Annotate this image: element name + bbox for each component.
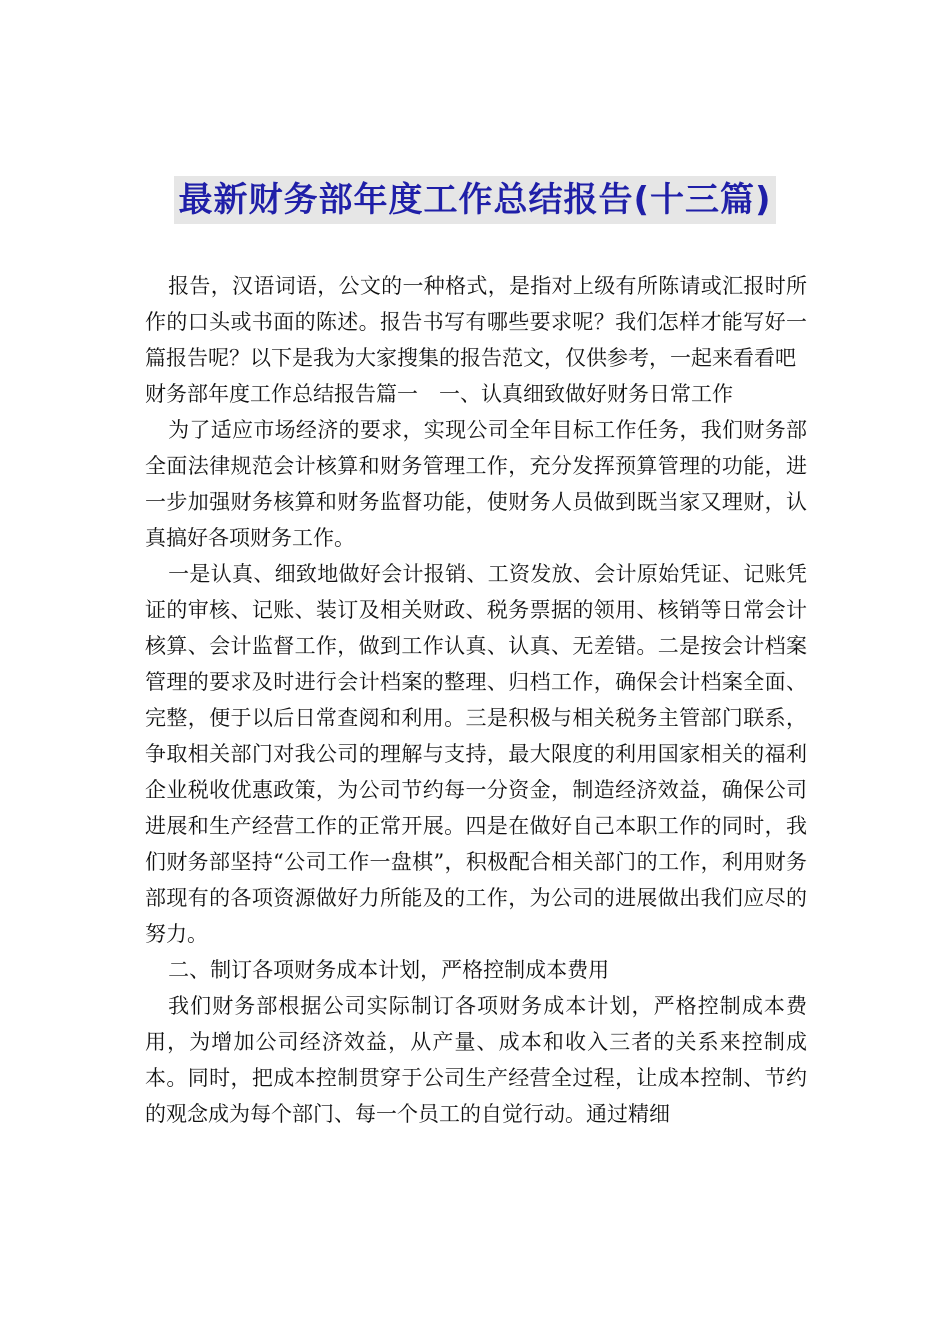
body-paragraph: 为了适应市场经济的要求，实现公司全年目标工作任务，我们财务部全面法律规范会计核算和财务管理工作，充分发挥预算管理的功能，进一步加强财务核算和财务监督功能，使财务人员做到既当家又理财，认真搞好各项财务工作。 <box>145 418 807 550</box>
body-paragraph: 一是认真、细致地做好会计报销、工资发放、会计原始凭证、记账凭证的审核、记账、装订及相关财政、税务票据的领用、核销等日常会计核算、会计监督工作，做到工作认真、认真、无差错。二是按会计档案管理的要求及时进行会计档案的整理、归档工作，确保会计档案全面、完整，便于以后日常查阅和利用。三是积极与相关税务主管部门联系，争取相关部门对我公司的理解与支持，最大限度的利用国家相关的福利企业税收优惠政策，为公司节约每一分资金，制造经济效益，确保公司进展和生产经营工作的正常开展。四是在做好自己本职工作的同时，我们财务部坚持“公司工作一盘棋”，积极配合相关部门的工作，利用财务部现有的各项资源做好力所能及的工作，为公司的进展做出我们应尽的努力。 <box>145 562 807 946</box>
document-body <box>145 268 807 1132</box>
body-paragraph: 我们财务部根据公司实际制订各项财务成本计划，严格控制成本费用，为增加公司经济效益，从产量、成本和收入三者的关系来控制成本。同时，把成本控制贯穿于公司生产经营全过程，让成本控制、节约的观念成为每个部门、每一个员工的自觉行动。通过精细 <box>145 994 807 1126</box>
title-container <box>0 176 950 224</box>
section-heading: 财务部年度工作总结报告篇一 一、认真细致做好财务日常工作 <box>145 382 733 406</box>
intro-paragraph: 报告，汉语词语，公文的一种格式，是指对上级有所陈请或汇报时所作的口头或书面的陈述。报告书写有哪些要求呢？我们怎样才能写好一篇报告呢？以下是我为大家搜集的报告范文，仅供参考，一起来看看吧 <box>145 274 807 370</box>
document-title: 最新财务部年度工作总结报告(十三篇) <box>174 176 775 224</box>
subsection-heading: 二、制订各项财务成本计划，严格控制成本费用 <box>168 958 610 982</box>
